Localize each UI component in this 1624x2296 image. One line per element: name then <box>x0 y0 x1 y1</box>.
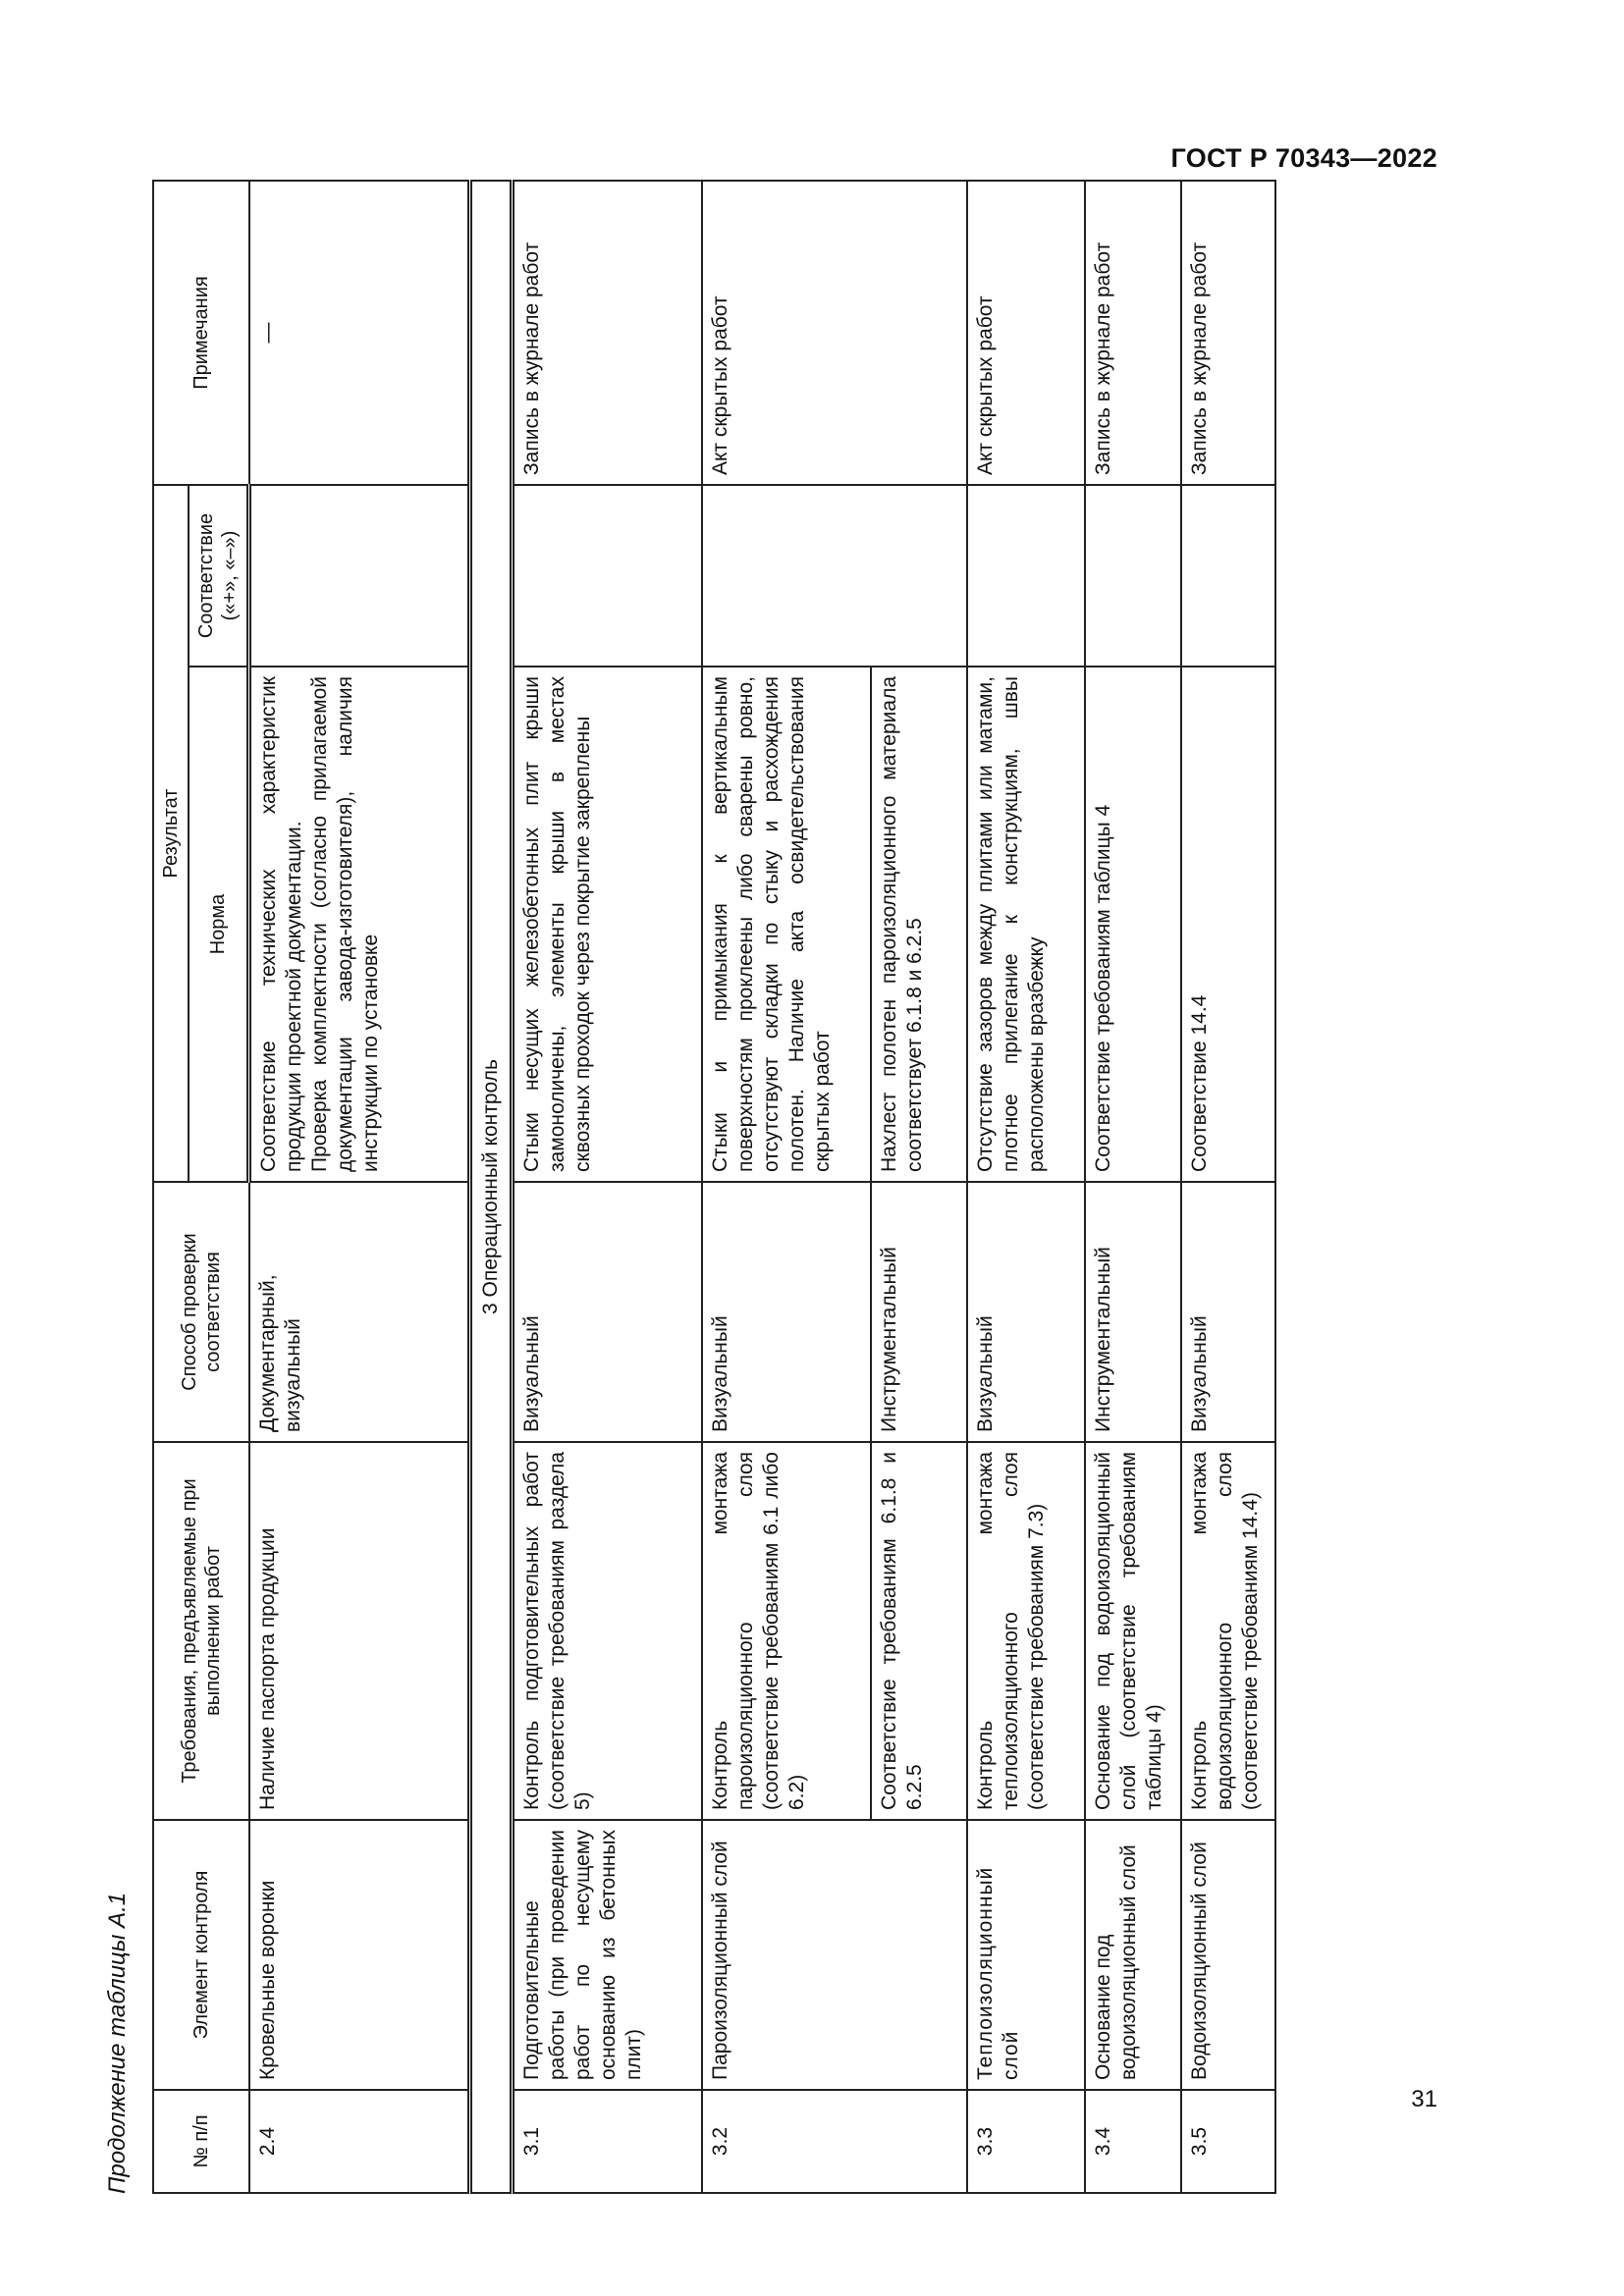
table-body <box>249 181 1276 2193</box>
page-number: 31 <box>1411 2086 1437 2112</box>
section-title: 3 Операционный контроль <box>470 181 513 2193</box>
cell-compliance <box>1181 485 1275 667</box>
table-row <box>1181 181 1275 2193</box>
cell-num: 3.2 <box>702 2090 967 2193</box>
cell-method: Визуальный <box>967 1182 1085 1442</box>
cell-compliance <box>1085 485 1181 667</box>
cell-element: Подготовительные работы (при проведении работ по несущему основанию из бетонных плит) <box>513 1820 703 2090</box>
table-row <box>1085 181 1181 2193</box>
cell-num: 3.4 <box>1085 2090 1181 2193</box>
cell-requirements: Контроль монтажа теплоизоляционного слоя (соответствие требованиям 7.3) <box>967 1442 1085 1820</box>
header-result: Результат <box>153 485 189 1182</box>
header-requirements: Требования, предъявляемые при выполнении работ <box>153 1442 249 1820</box>
rotated-table-content <box>103 182 1389 2194</box>
table-row <box>702 181 871 2193</box>
table-row <box>513 181 703 2193</box>
cell-notes: Акт скрытых работ <box>967 181 1085 485</box>
cell-method: Визуальный <box>1181 1182 1275 1442</box>
section-row <box>470 181 513 2193</box>
header-norm: Норма <box>189 667 249 1182</box>
cell-notes: Запись в журнале работ <box>1181 181 1275 485</box>
cell-compliance <box>249 485 470 667</box>
control-table <box>152 180 1276 2194</box>
header-compliance: Соответствие («+», «–») <box>189 485 249 667</box>
cell-element: Основание под водоизоляционный слой <box>1085 1820 1181 2090</box>
cell-norm: Соответствие требованиям таблицы 4 <box>1085 667 1181 1182</box>
cell-compliance <box>513 485 703 667</box>
rotated-table-sheet <box>103 182 1389 2194</box>
cell-method: Визуальный <box>702 1182 871 1442</box>
table-header <box>153 181 249 2193</box>
cell-requirements: Наличие паспорта продукции <box>249 1442 470 1820</box>
cell-element: Теплоизоляционный слой <box>967 1820 1085 2090</box>
cell-compliance <box>967 485 1085 667</box>
cell-norm: Соответствие технических характеристик продукции проектной документации. Проверка комплектности (согласно прилагаемой документации завода-изготовителя), наличия инструкции по установке <box>249 667 470 1182</box>
cell-num: 2.4 <box>249 2090 470 2193</box>
cell-notes: Акт скрытых работ <box>702 181 967 485</box>
cell-requirements: Контроль подготовительных работ (соответствие требованиям раздела 5) <box>513 1442 703 1820</box>
cell-compliance <box>702 485 967 667</box>
cell-norm: Стыки и примыкания к вертикальным поверхностям проклеены либо сварены ровно, отсутствуют складки по стыку и расхождения полотен. Наличие акта освидетельствования скрытых работ <box>702 667 871 1182</box>
cell-requirements: Контроль монтажа водоизоляционного слоя (соответствие требованиям 14.4) <box>1181 1442 1275 1820</box>
table-caption: Продолжение таблицы А.1 <box>104 1892 131 2194</box>
cell-notes: Запись в журнале работ <box>513 181 703 485</box>
cell-method: Визуальный <box>513 1182 703 1442</box>
cell-element: Пароизоляционный слой <box>702 1820 967 2090</box>
cell-norm: Стыки несущих железобетонных плит крыши замоноличены, элементы крыши в местах сквозных проходок через покрытие закреплены <box>513 667 703 1182</box>
standard-code: ГОСТ Р 70343—2022 <box>1170 143 1437 173</box>
cell-notes: Запись в журнале работ <box>1085 181 1181 485</box>
cell-element: Водоизоляционный слой <box>1181 1820 1275 2090</box>
cell-num: 3.3 <box>967 2090 1085 2193</box>
cell-notes: — <box>249 181 470 485</box>
header-method: Способ проверки соответствия <box>153 1182 249 1442</box>
header-num: № п/п <box>153 2090 249 2193</box>
cell-sub-requirements: Соответствие требованиям 6.1.8 и 6.2.5 <box>871 1442 967 1820</box>
cell-method: Документарный, визуальный <box>249 1182 470 1442</box>
cell-num: 3.5 <box>1181 2090 1275 2193</box>
table-row <box>249 181 470 2193</box>
header-element: Элемент контроля <box>153 1820 249 2090</box>
cell-sub-norm: Нахлест полотен пароизоляционного материала соответствует 6.1.8 и 6.2.5 <box>871 667 967 1182</box>
table-row <box>967 181 1085 2193</box>
cell-norm: Соответствие 14.4 <box>1181 667 1275 1182</box>
header-notes: Примечания <box>153 181 249 485</box>
cell-requirements: Основание под водоизоляционный слой (соответствие требованиям таблицы 4) <box>1085 1442 1181 1820</box>
cell-element: Кровельные воронки <box>249 1820 470 2090</box>
cell-norm: Отсутствие зазоров между плитами или матами, плотное прилегание к конструкциям, швы расположены вразбежку <box>967 667 1085 1182</box>
cell-num: 3.1 <box>513 2090 703 2193</box>
cell-method: Инструментальный <box>1085 1182 1181 1442</box>
cell-requirements: Контроль монтажа пароизоляционного слоя (соответствие требованиям 6.1 либо 6.2) <box>702 1442 871 1820</box>
cell-sub-method: Инструментальный <box>871 1182 967 1442</box>
